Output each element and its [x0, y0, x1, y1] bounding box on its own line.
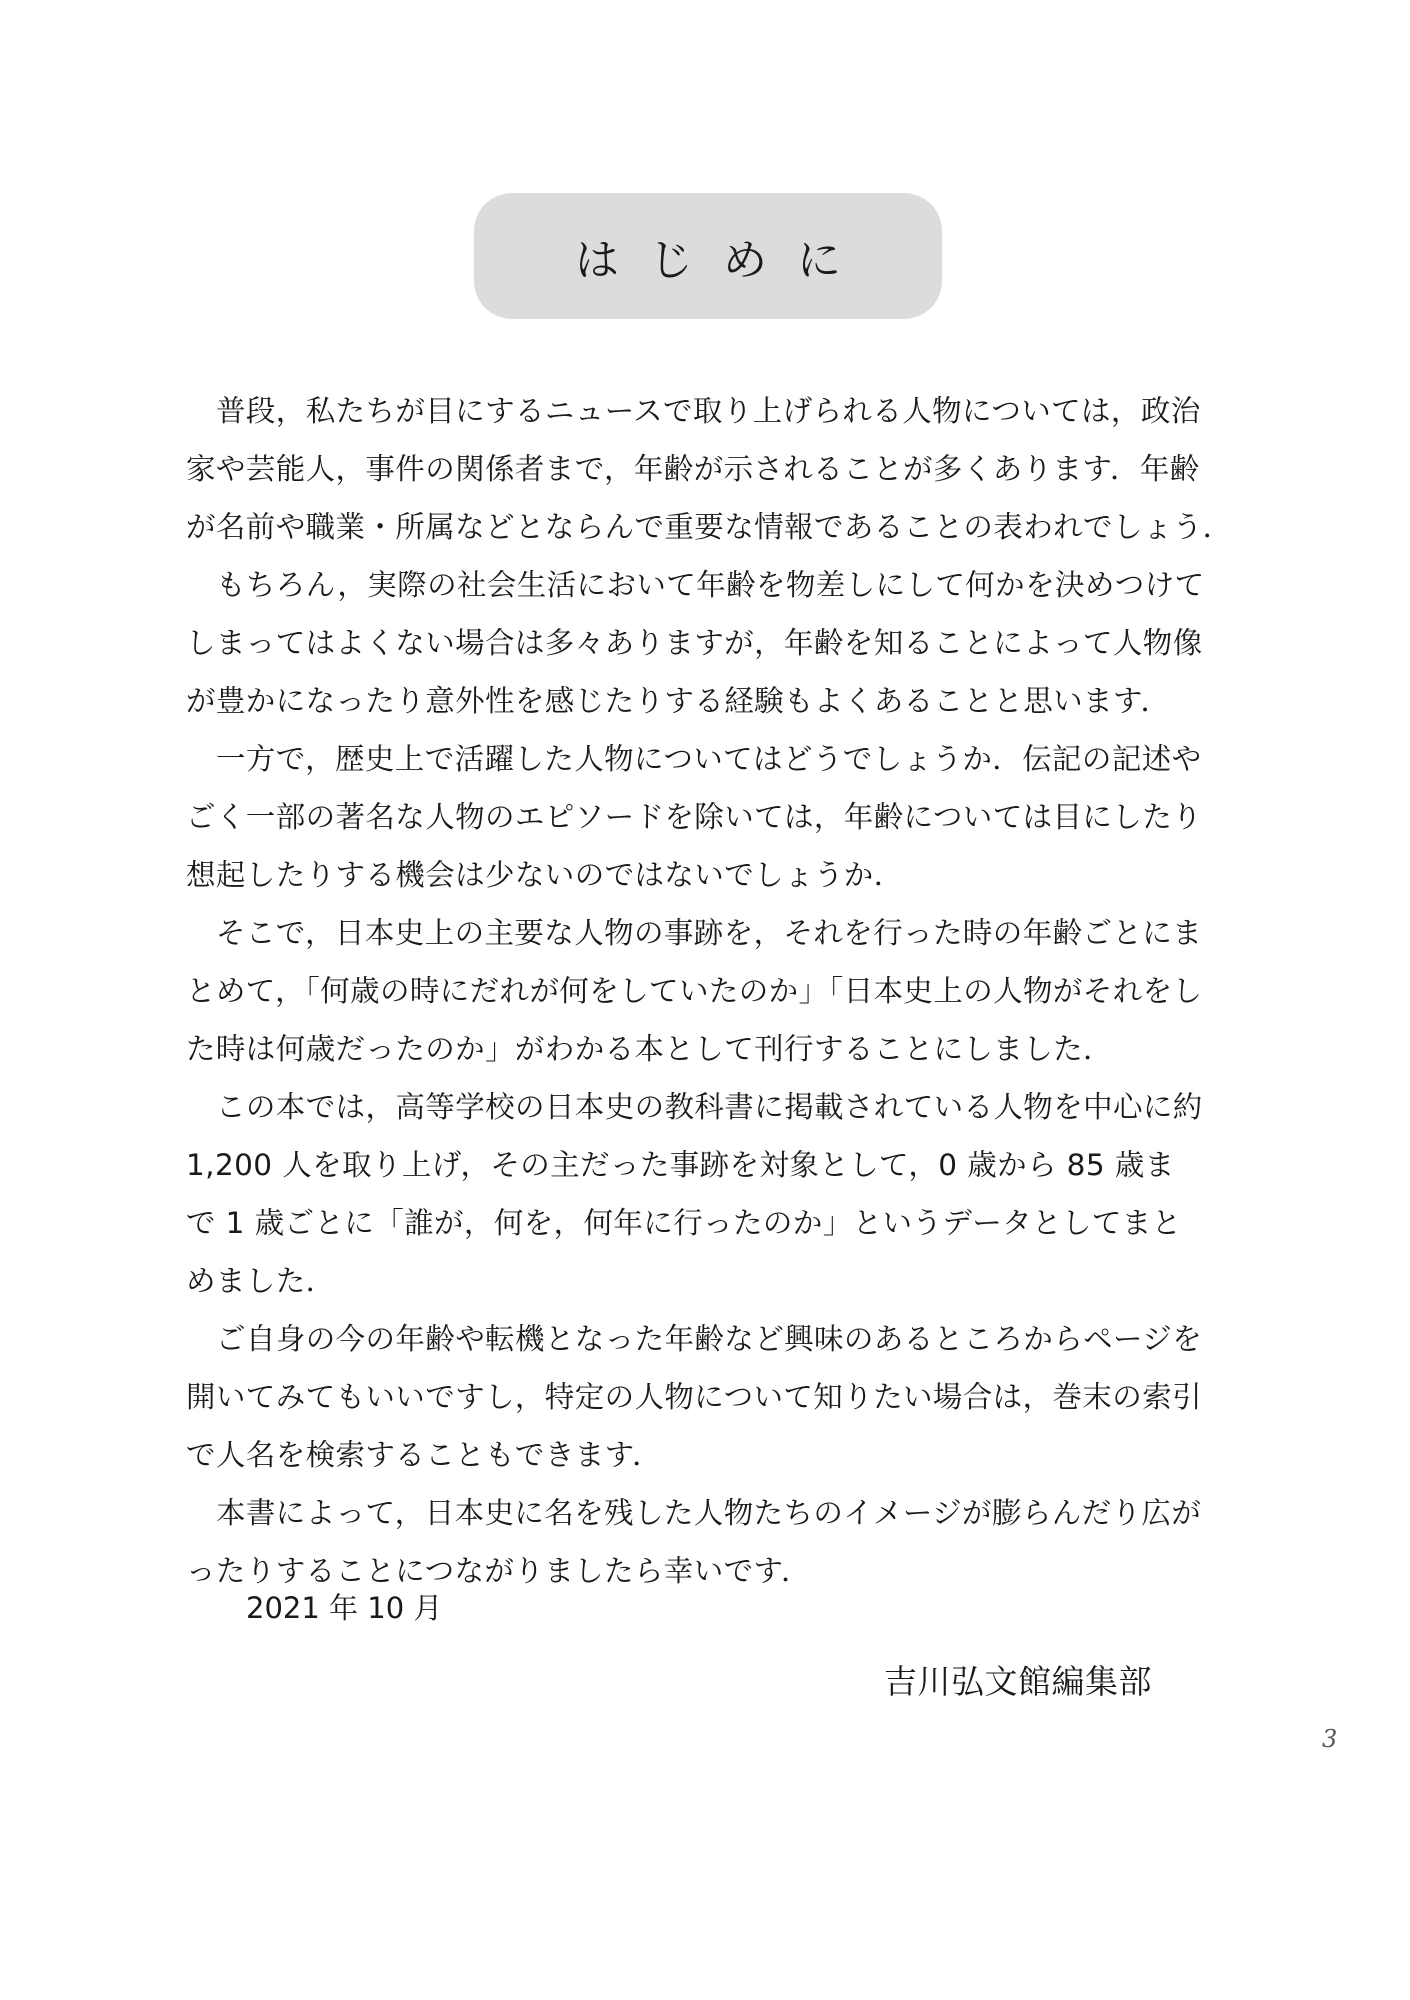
paragraph-line: ったりすることにつながりましたら幸いです． [186, 1554, 811, 1588]
paragraph-line: そこで，日本史上の主要な人物の事跡を，それを行った時の年齢ごとにま [216, 916, 1203, 950]
page-number: 3 [1322, 1725, 1338, 1753]
paragraph-line: とめて，「何歳の時にだれが何をしていたのか」「日本史上の人物がそれをし [186, 974, 1203, 1008]
title-box [474, 193, 942, 319]
paragraph-line: この本では，高等学校の日本史の教科書に掲載されている人物を中心に約 [216, 1090, 1203, 1124]
body-text [186, 382, 1236, 1600]
paragraph-line: もちろん，実際の社会生活において年齢を物差しにして何かを決めつけて [216, 568, 1205, 602]
paragraph-line: が豊かになったり意外性を感じたりする経験もよくあることと思います． [186, 684, 1171, 718]
paragraph-line: 家や芸能人，事件の関係者まで，年齢が示されることが多くあります．年齢 [186, 452, 1200, 486]
page-title: はじめに [575, 235, 871, 286]
paragraph-line: めました． [186, 1264, 336, 1298]
paragraph-line: 開いてみてもいいですし，特定の人物について知りたい場合は，巻末の索引 [186, 1380, 1203, 1414]
paragraph-line: ご自身の今の年齢や転機となった年齢など興味のあるところからページを [216, 1322, 1203, 1356]
date: 2021 年 10 月 [246, 1591, 443, 1625]
paragraph-line: ごく一部の著名な人物のエピソードを除いては，年齢については目にしたり [186, 800, 1203, 834]
paragraph-line: 本書によって，日本史に名を残した人物たちのイメージが膨らんだり広が [216, 1496, 1202, 1530]
paragraph-line: 1,200 人を取り上げ，その主だった事跡を対象として，0 歳から 85 歳ま [186, 1148, 1175, 1182]
paragraph-line: で人名を検索することもできます． [186, 1438, 663, 1472]
paragraph-line: が名前や職業・所属などとならんで重要な情報であることの表われでしょう． [186, 510, 1233, 544]
publisher-signature: 吉川弘文館編集部 [884, 1662, 1152, 1701]
paragraph-line: しまってはよくない場合は多々ありますが，年齢を知ることによって人物像 [186, 626, 1203, 660]
paragraph-line: 普段，私たちが目にするニュースで取り上げられる人物については，政治 [216, 394, 1201, 428]
paragraph-line: 想起したりする機会は少ないのではないでしょうか． [186, 858, 904, 892]
paragraph-line: た時は何歳だったのか」がわかる本として刊行することにしました． [186, 1032, 1113, 1066]
paragraph-line: で 1 歳ごとに「誰が，何を，何年に行ったのか」というデータとしてまと [186, 1206, 1182, 1240]
paragraph-line: 一方で，歴史上で活躍した人物についてはどうでしょうか．伝記の記述や [216, 742, 1202, 776]
